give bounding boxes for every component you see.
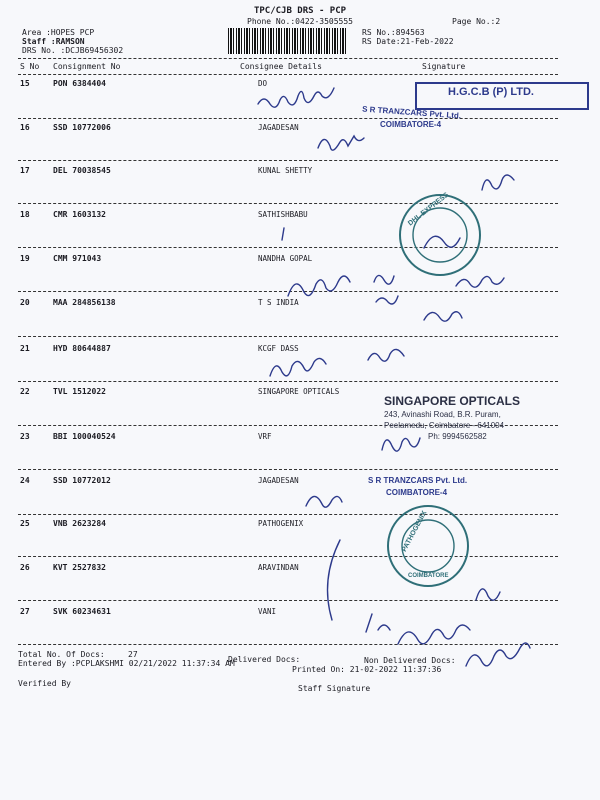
row-consignee: T S INDIA — [258, 298, 299, 307]
stamp-address-line: Peelamedu, Coimbatore - 641004 — [384, 421, 505, 430]
signature-ink — [424, 312, 462, 321]
row-divider — [18, 556, 558, 557]
table-row — [0, 298, 600, 308]
row-consignment: SSD 10772012 — [53, 476, 111, 485]
signature-ink — [318, 136, 364, 150]
row-consignee: VANI — [258, 607, 277, 616]
row-consignee: PATHOGENIX — [258, 519, 304, 528]
entered-by: Entered By :PCPLAKSHMI 02/21/2022 11:37:34 AM — [18, 659, 235, 668]
drs-number: DRS No. :DCJB69456302 — [22, 46, 124, 55]
table-row — [0, 607, 600, 617]
table-row — [0, 123, 600, 133]
row-divider — [18, 381, 558, 382]
row-consignment: HYD 80644887 — [53, 344, 111, 353]
row-sno: 21 — [20, 344, 30, 353]
column-header-sno: S No — [20, 62, 40, 71]
row-divider — [18, 514, 558, 515]
row-divider — [18, 291, 558, 292]
pathogenix-stamp-city: COIMBATORE — [408, 573, 449, 579]
tranzcars-stamp-name: S R TRANZCARS Pvt. Ltd. — [361, 104, 462, 121]
row-consignee: KUNAL SHETTY — [258, 166, 313, 175]
verified-by: Verified By — [18, 679, 71, 688]
row-sno: 19 — [20, 254, 30, 263]
signature-ink — [306, 496, 342, 507]
row-divider — [18, 469, 558, 470]
singapore-opticals-stamp: SINGAPORE OPTICALS — [384, 394, 521, 408]
total-docs-label: Total No. Of Docs: — [18, 650, 105, 659]
row-sno: 27 — [20, 607, 30, 616]
row-sno: 15 — [20, 79, 30, 88]
table-row — [0, 563, 600, 573]
row-divider — [18, 600, 558, 601]
table-row — [0, 254, 600, 264]
area-label: Area :HOPES PCP — [22, 28, 95, 37]
table-row — [0, 432, 600, 442]
page-number: Page No.:2 — [452, 17, 501, 26]
total-docs-value: 27 — [128, 650, 138, 659]
row-consignee: VRF — [258, 432, 272, 441]
dhl-stamp-text: DHL EXPRESS — [407, 191, 451, 228]
document-title: TPC/CJB DRS - PCP — [253, 6, 347, 16]
row-consignee: SINGAPORE OPTICALS — [258, 387, 340, 396]
rs-date: RS Date:21-Feb-2022 — [362, 37, 454, 46]
row-sno: 22 — [20, 387, 30, 396]
stamp-address-line: 243, Avinashi Road, B.R. Puram, — [384, 410, 501, 419]
signature-ink — [270, 358, 326, 376]
row-sno: 24 — [20, 476, 30, 485]
table-row — [0, 166, 600, 176]
row-consignment: CMM 971043 — [53, 254, 102, 263]
signature-ink — [456, 276, 504, 287]
hgcb-stamp-text: H.G.C.B (P) LTD. — [448, 86, 534, 98]
column-header-consignment: Consignment No — [53, 62, 121, 71]
row-sno: 17 — [20, 166, 30, 175]
row-consignment: MAA 284856138 — [53, 298, 116, 307]
row-consignment: BBI 100040524 — [53, 432, 116, 441]
row-divider — [18, 336, 558, 337]
signature-ink — [282, 228, 460, 248]
tranzcars-stamp-city: COIMBATORE-4 — [380, 120, 442, 129]
row-consignee: NANDHA GOPAL — [258, 254, 313, 263]
row-divider — [18, 247, 558, 248]
pathogenix-stamp-text: PATHOGENIX — [400, 509, 429, 554]
stamp-phone: Ph: 9994562582 — [428, 432, 487, 441]
row-consignee: JAGADESAN — [258, 476, 299, 485]
signature-ink — [288, 276, 350, 296]
row-sno: 18 — [20, 210, 30, 219]
signature-ink — [466, 643, 530, 666]
table-row — [0, 210, 600, 220]
divider — [18, 74, 558, 75]
row-consignment: CMR 1603132 — [53, 210, 106, 219]
table-row — [0, 519, 600, 529]
row-sno: 23 — [20, 432, 30, 441]
row-divider — [18, 644, 558, 645]
row-consignee: KCGF DASS — [258, 344, 299, 353]
row-consignment: VNB 2623284 — [53, 519, 106, 528]
row-consignee: SATHISHBABU — [258, 210, 308, 219]
row-sno: 26 — [20, 563, 30, 572]
rs-number: RS No.:894563 — [362, 28, 425, 37]
row-divider — [18, 160, 558, 161]
row-consignment: KVT 2527832 — [53, 563, 106, 572]
row-sno: 25 — [20, 519, 30, 528]
row-consignee: JAGADESAN — [258, 123, 299, 132]
column-header-signature: Signature — [422, 62, 466, 71]
printed-on: Printed On: 21-02-2022 11:37:36 — [292, 665, 442, 674]
row-sno: 16 — [20, 123, 30, 132]
row-consignment: PON 6384404 — [53, 79, 106, 88]
row-consignee: ARAVINDAN — [258, 563, 299, 572]
tranzcars-stamp-name: S R TRANZCARS Pvt. Ltd. — [368, 476, 468, 485]
staff-label: Staff :RAMSON — [22, 37, 85, 46]
row-consignment: SVK 60234631 — [53, 607, 111, 616]
row-sno: 20 — [20, 298, 30, 307]
row-consignee: DO — [258, 79, 268, 88]
signature-ink — [482, 175, 514, 190]
phone-number: Phone No.:0422-3505555 — [247, 17, 353, 26]
delivered-docs: Delivered Docs: — [228, 655, 301, 664]
row-divider — [18, 203, 558, 204]
table-row — [0, 344, 600, 354]
row-divider — [18, 118, 558, 119]
barcode — [228, 28, 348, 54]
signature-ink — [398, 625, 470, 644]
row-consignment: DEL 70038545 — [53, 166, 111, 175]
table-row — [0, 476, 600, 486]
tranzcars-stamp-city: COIMBATORE-4 — [386, 488, 448, 497]
column-header-consignee: Consignee Details — [240, 62, 322, 71]
signature-ink — [476, 589, 500, 600]
non-delivered-docs: Non Delivered Docs: — [364, 656, 456, 665]
staff-signature: Staff Signature — [298, 684, 371, 693]
row-consignment: SSD 10772006 — [53, 123, 111, 132]
signature-ink — [258, 88, 334, 107]
row-consignment: TVL 1512022 — [53, 387, 106, 396]
divider — [18, 58, 558, 59]
